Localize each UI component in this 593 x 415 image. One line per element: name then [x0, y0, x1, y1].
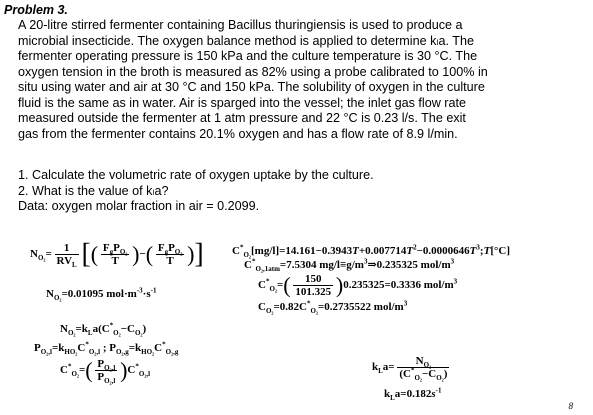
equation-csat-ratio: $C^*_{O_2}=$( $\frac{P_{O_2,l}}{P_{O_2,l}}$ )$C^*_{O_2,l}$	[60, 357, 151, 386]
statement-line: gas from the fermenter contains 20.1% oxygen and has a flow rate of 8.9 l/min.	[18, 126, 458, 141]
question-item: 1. Calculate the volumetric rate of oxygen uptake by the culture.	[18, 168, 374, 182]
statement-line: microbial insecticide. The oxygen balance method is applied to determine kₗa. The	[18, 33, 474, 48]
equation-no2-balance: $N_{O_2}=$ $\frac{1}{RV_L}$ [( $\frac{F_gP_{O_2}}{T}$ )−( $\frac{F_gP_{O_2}}{T}$ )]	[30, 238, 204, 270]
equation-kla: $k_La=$ $\frac{N_{O_2}}{(C^*_{O_2}-C_{O_2})}$	[372, 355, 448, 383]
equation-kla-value: $k_La=0.182s^{-1}$	[384, 386, 442, 403]
page-number: 8	[568, 401, 573, 411]
equation-csat-150kpa: $C^*_{O_2}=$( $\frac{150}{101.325}$ )0.235325=0.3336 mol/$m^3$	[258, 272, 458, 298]
equation-no2-value: $N_{O_2}=0.01095$ $mol\cdot m^{-3}\cdot s^{-1}$	[46, 286, 157, 303]
problem-statement	[18, 18, 586, 142]
statement-line: measured outside the fermenter at 1 atm pressure and 22 °C is 0.23 l/s. The exit	[18, 111, 466, 125]
statement-line: fluid is the same as in water. Air is sparged into the vessel; the inlet gas flow rate	[18, 95, 467, 110]
equation-co2-value: $C_{O_2}=0.82C^*_{O_2}=0.2735522$ mol/$m^3$	[258, 299, 408, 316]
question-list	[18, 168, 578, 215]
problem-title: Problem 3.	[4, 3, 68, 17]
question-item: 2. What is the value of kₗa?	[18, 183, 169, 198]
statement-line: oxygen tension in the broth is measured as 82% using a probe calibrated to 100% in	[18, 64, 488, 79]
statement-line: fermenter operating pressure is 150 kPa and the culture temperature is 30 °C. The	[18, 49, 478, 63]
equation-rate: $N_{O_2}=k_La(C^*_{O_2}-C_{O_2})$	[60, 321, 147, 338]
equation-csat-1atm: $C^*_{O_2,1atm}=7.5304$ $mg/l\equiv g/m^3\Rightarrow 0.235325$ mol/$m^3$	[244, 257, 455, 274]
statement-line: A 20-litre stirred fermenter containing Bacillus thuringiensis is used to produce a	[18, 18, 463, 32]
data-line: Data: oxygen molar fraction in air = 0.2099.	[18, 199, 260, 213]
equation-csat-polynomial: $C^*_{O_2}[mg/l]=14.161-0.3943T+0.007714T^2-0.0000646T^3;T[^\circ C]$	[232, 243, 510, 260]
equation-henry: $P_{O_2,l}=k_{HO_2}C^*_{O_2,l}$ ; $P_{O_2,g}=k_{HO_2}C^*_{O_2,g}$	[34, 340, 179, 357]
statement-line: situ using water and air at 30 °C and 150 kPa. The solubility of oxygen in the culture	[18, 80, 485, 94]
